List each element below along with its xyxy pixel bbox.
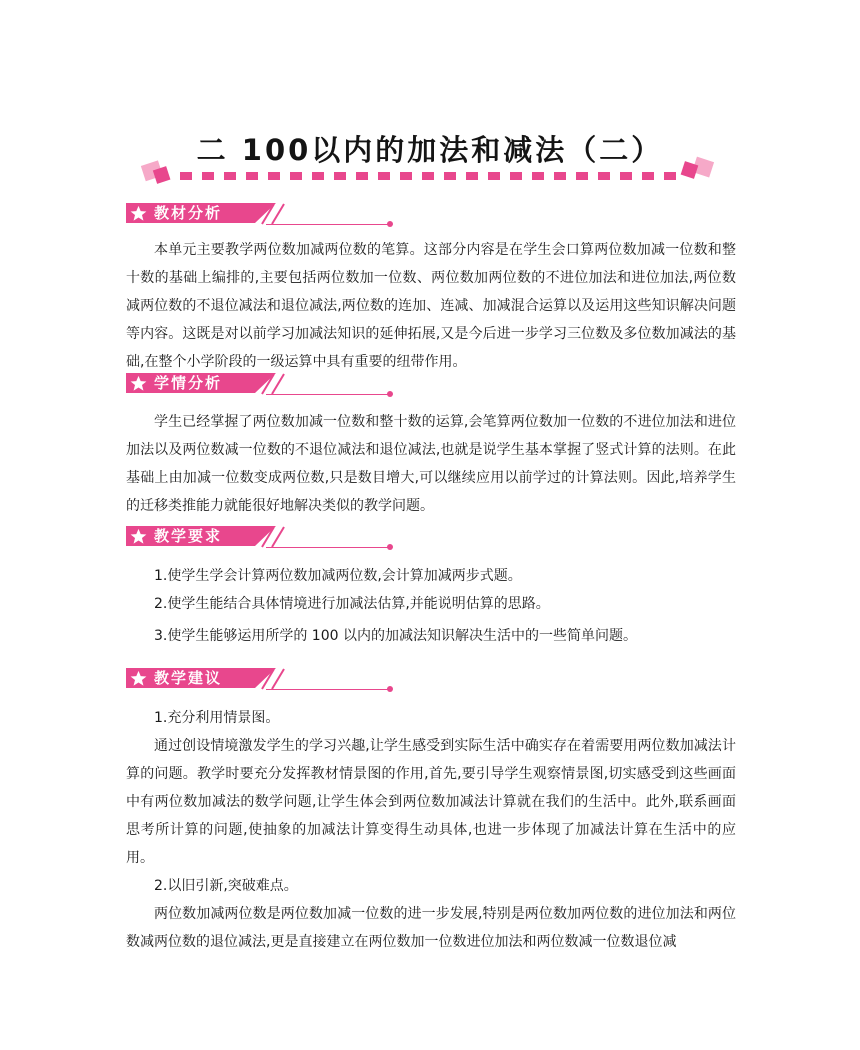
analysis-paragraph: 本单元主要教学两位数加减两位数的笔算。这部分内容是在学生会口算两位数加减一位数和整十数的基础上编排的,主要包括两位数加一位数、两位数加两位数的不进位加法和进位加法,两位数减两位数的不退位减法和退位减法,两位数的连加、连减、加减混合运算以及运用这些知识解决问题等内容。这既是对以前学习加减法知识的延伸拓展,又是今后进一步学习三位数及多位数加减法的基础,在整个小学阶段的一级运算中具有重要的纽带作用。	[126, 242, 736, 370]
section-header-requirements	[126, 523, 396, 553]
requirement-item: 1.使学生学会计算两位数加减两位数,会计算加减两步式题。	[154, 568, 522, 584]
requirement-item: 3.使学生能够运用所学的 100 以内的加减法知识解决生活中的一些简单问题。	[154, 628, 637, 644]
suggestion-item-1: 1.充分利用情景图。	[154, 710, 280, 726]
section-title: 教学要求	[154, 527, 223, 545]
requirement-item: 2.使学生能结合具体情境进行加减法估算,并能说明估算的思路。	[154, 596, 550, 612]
section-title: 教材分析	[154, 204, 223, 222]
suggestion-paragraph-2: 两位数加减两位数是两位数加减一位数的进一步发展,特别是两位数加两位数的进位加法和两位数减两位数的退位减法,更是直接建立在两位数加一位数进位加法和两位数减一位数退位减	[126, 906, 736, 950]
students-paragraph: 学生已经掌握了两位数加减一位数和整十数的运算,会笔算两位数加一位数的不进位加法和进位加法以及两位数减一位数的不退位减法和退位减法,也就是说学生基本掌握了竖式计算的法则。在此基础上由加减一位数变成两位数,只是数目增大,可以继续应用以前学过的计算法则。因此,培养学生的迁移类推能力就能很好地解决类似的教学问题。	[126, 414, 736, 514]
section-header-analysis	[126, 200, 396, 230]
star-icon	[130, 375, 147, 392]
section-header-students	[126, 370, 396, 400]
star-icon	[130, 670, 147, 687]
section-title: 学情分析	[154, 374, 223, 392]
star-icon	[130, 205, 147, 222]
suggestion-item-2: 2.以旧引新,突破难点。	[154, 878, 298, 894]
suggestion-paragraph-1: 通过创设情境激发学生的学习兴趣,让学生感受到实际生活中确实存在着需要用两位数加减法计算的问题。教学时要充分发挥教材情景图的作用,首先,要引导学生观察情景图,切实感受到这些画面中有两位数加减法的数学问题,让学生体会到两位数加减法计算就在我们的生活中。此外,联系画面思考所计算的问题,使抽象的加减法计算变得生动具体,也进一步体现了加减法计算在生活中的应用。	[126, 738, 736, 866]
title-ribbon-decoration	[140, 152, 720, 202]
section-title: 教学建议	[154, 669, 223, 687]
section-header-suggestions	[126, 665, 396, 695]
page-title: 二 100以内的加法和减法（二）	[196, 133, 664, 167]
star-icon	[130, 528, 147, 545]
